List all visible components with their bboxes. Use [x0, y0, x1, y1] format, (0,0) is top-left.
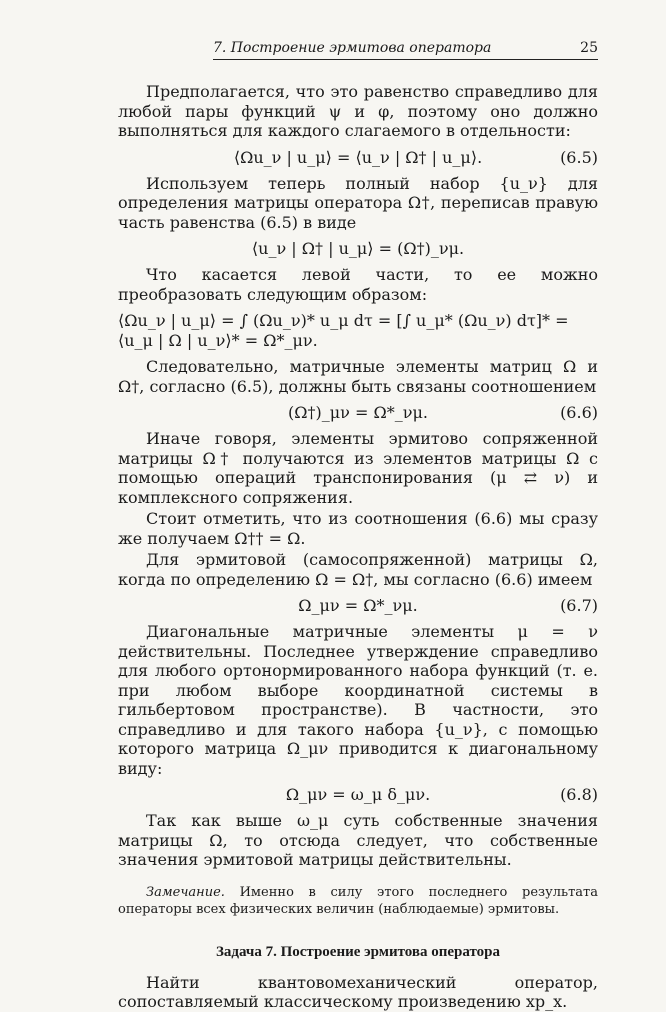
- task-heading: Задача 7. Построение эрмитова оператора: [215, 943, 501, 960]
- page-number: 25: [580, 40, 598, 56]
- paragraph-5: Иначе говоря, элементы эрмитово сопряженной матрицы Ω† получаются из элементов матрицы Ω с помощью операций транспонирования (μ ⇄ ν) и комплексного сопряжения.: [118, 429, 598, 507]
- remark: [118, 884, 598, 918]
- equation-matrix-def-formula: ⟨u_ν | Ω† | u_μ⟩ = (Ω†)_νμ.: [251, 239, 465, 258]
- paragraph-9: Так как выше ω_μ суть собственные значения матрицы Ω, то отсюда следует, что собственные значения эрмитовой матрицы действительны.: [118, 811, 598, 869]
- equation-6-7: [118, 596, 598, 616]
- paragraph-3: Что касается левой части, то ее можно преобразовать следующим образом:: [118, 265, 598, 304]
- equation-6-8: [118, 785, 598, 805]
- remark-text: Именно в силу этого последнего результата операторы всех физических величин (наблюдаемые) эрмитовы.: [118, 884, 598, 917]
- paragraph-7: Для эрмитовой (самосопряженной) матрицы Ω, когда по определению Ω = Ω†, мы согласно (6.6) имеем: [118, 550, 598, 589]
- equation-6-5-formula: ⟨Ωu_ν | u_μ⟩ = ⟨u_ν | Ω† | u_μ⟩.: [233, 147, 483, 167]
- equation-left-side-formula: ⟨Ωu_ν | u_μ⟩ = ∫ (Ωu_ν)* u_μ dτ = [∫ u_μ* (Ωu_ν) dτ]* = ⟨u_μ | Ω | u_ν⟩* = Ω*_μν.: [118, 311, 569, 350]
- equation-6-7-formula: Ω_μν = Ω*_νμ.: [298, 596, 418, 615]
- task-statement: Найти квантовомеханический оператор, сопоставляемый классическому произведению xp_x.: [118, 972, 598, 1011]
- equation-matrix-def: [118, 239, 598, 259]
- paragraph-2: Используем теперь полный набор {u_ν} для определения матрицы оператора Ω†, переписав правую часть равенства (6.5) в виде: [118, 173, 599, 232]
- equation-6-8-formula: Ω_μν = ω_μ δ_μν.: [285, 785, 431, 804]
- equation-6-7-label: (6.7): [560, 596, 598, 615]
- paragraph-4: Следовательно, матричные элементы матриц Ω и Ω†, согласно (6.5), должны быть связаны соотношением: [118, 357, 598, 396]
- equation-left-side: [118, 311, 598, 351]
- equation-6-6-label: (6.6): [560, 403, 598, 422]
- paragraph-6: Стоит отметить, что из соотношения (6.6) мы сразу же получаем Ω†† = Ω.: [118, 509, 598, 548]
- book-page: [118, 40, 598, 1012]
- remark-lead: Замечание.: [146, 884, 225, 900]
- equation-6-8-label: (6.8): [560, 785, 598, 804]
- paragraph-8: Диагональные матричные элементы μ = ν действительны. Последнее утверждение справедливо для любого ортонормированного набора функций (т. е. при любом выборе координатной системы в гильбертовом пространстве). В частности, это справедливо и для такого набора {u_ν}, с помощью которого матрица Ω_μν приводится к диагональному виду:: [118, 622, 598, 778]
- equation-6-5: [118, 148, 598, 168]
- equation-6-5-label: (6.5): [560, 147, 598, 167]
- paragraph-1: Предполагается, что это равенство справедливо для любой пары функций ψ и φ, поэтому оно должно выполняться для каждого слагаемого в отдельности:: [118, 82, 598, 140]
- equation-6-6: [118, 403, 598, 423]
- chapter-title: 7. Построение эрмитова оператора: [213, 40, 492, 56]
- running-head: [213, 40, 598, 60]
- equation-6-6-formula: (Ω†)_μν = Ω*_νμ.: [288, 403, 428, 422]
